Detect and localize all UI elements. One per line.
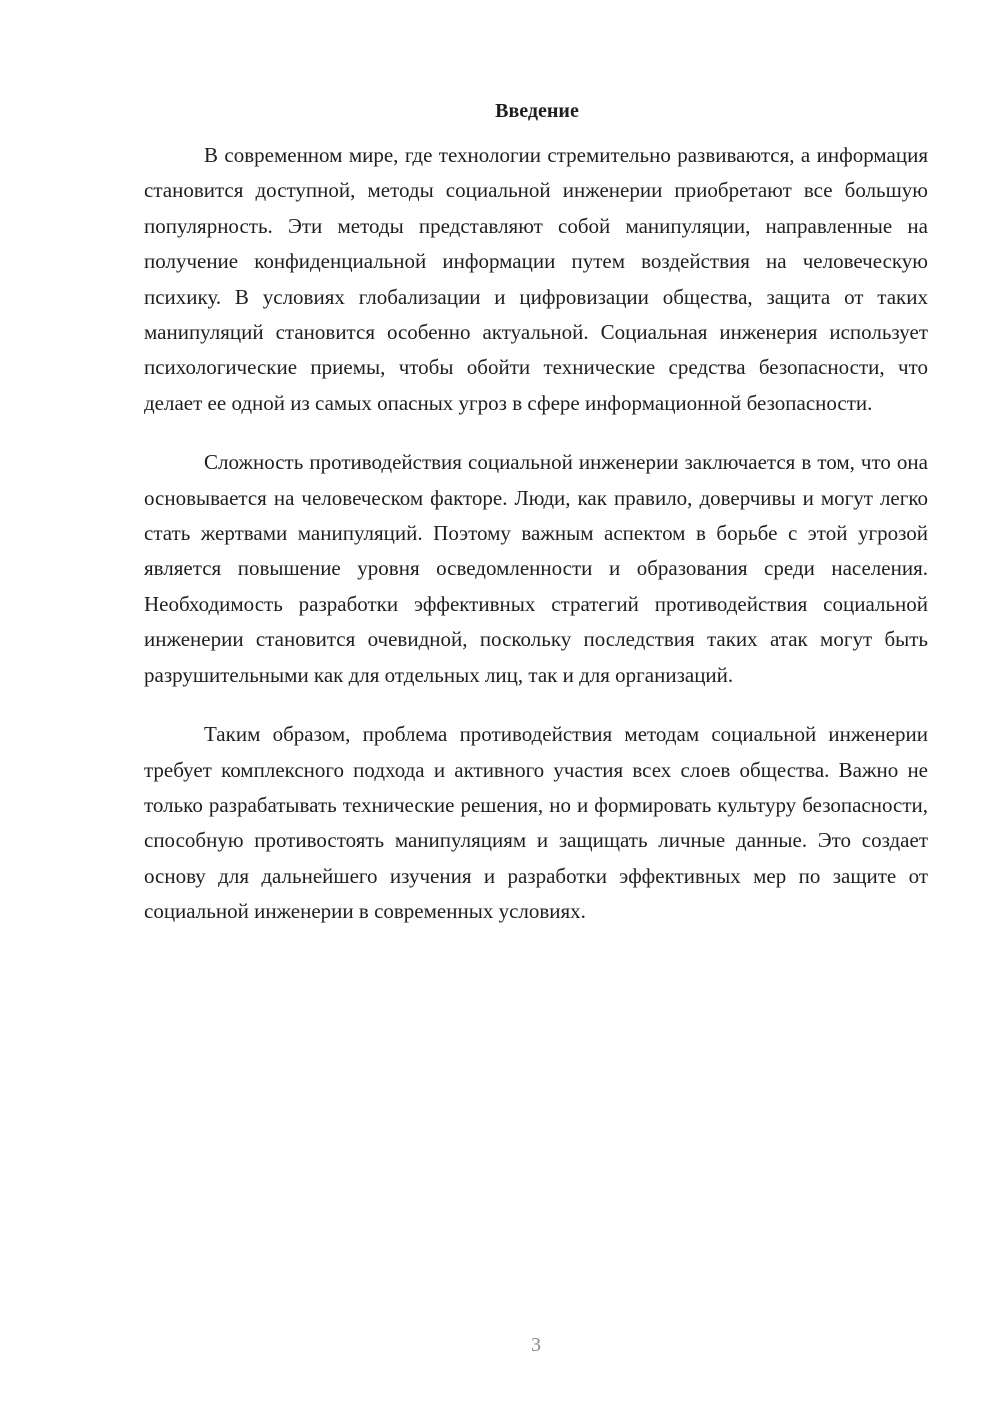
page-number: 3 xyxy=(531,1334,541,1356)
section-title: Введение xyxy=(495,100,579,122)
paragraph-2: Сложность противодействия социальной инженерии заключается в том, что она основывается на человеческом факторе. Люди, как правило, доверчивы и могут легко стать жертвами манипуляций. Поэтому важным аспектом в борьбе с этой угрозой является повышение уровня осведомленности и образования среди населения. Необходимость разработки эффективных стратегий противодействия социальной инженерии становится очевидной, поскольку последствия таких атак могут быть разрушительными как для отдельных лиц, так и для организаций. xyxy=(144,450,928,687)
paragraph-1: В современном мире, где технологии стремительно развиваются, а информация становится доступной, методы социальной инженерии приобретают все большую популярность. Эти методы представляют собой манипуляции, направленные на получение конфиденциальной информации путем воздействия на человеческую психику. В условиях глобализации и цифровизации общества, защита от таких манипуляций становится особенно актуальной. Социальная инженерия использует психологические приемы, чтобы обойти технические средства безопасности, что делает ее одной из самых опасных угроз в сфере информационной безопасности. xyxy=(144,143,928,415)
page-content xyxy=(144,96,928,930)
paragraph-3: Таким образом, проблема противодействия методам социальной инженерии требует комплексного подхода и активного участия всех слоев общества. Важно не только разрабатывать технические решения, но и формировать культуру безопасности, способную противостоять манипуляциям и защищать личные данные. Это создает основу для дальнейшего изучения и разработки эффективных мер по защите от социальной инженерии в современных условиях. xyxy=(144,722,928,924)
